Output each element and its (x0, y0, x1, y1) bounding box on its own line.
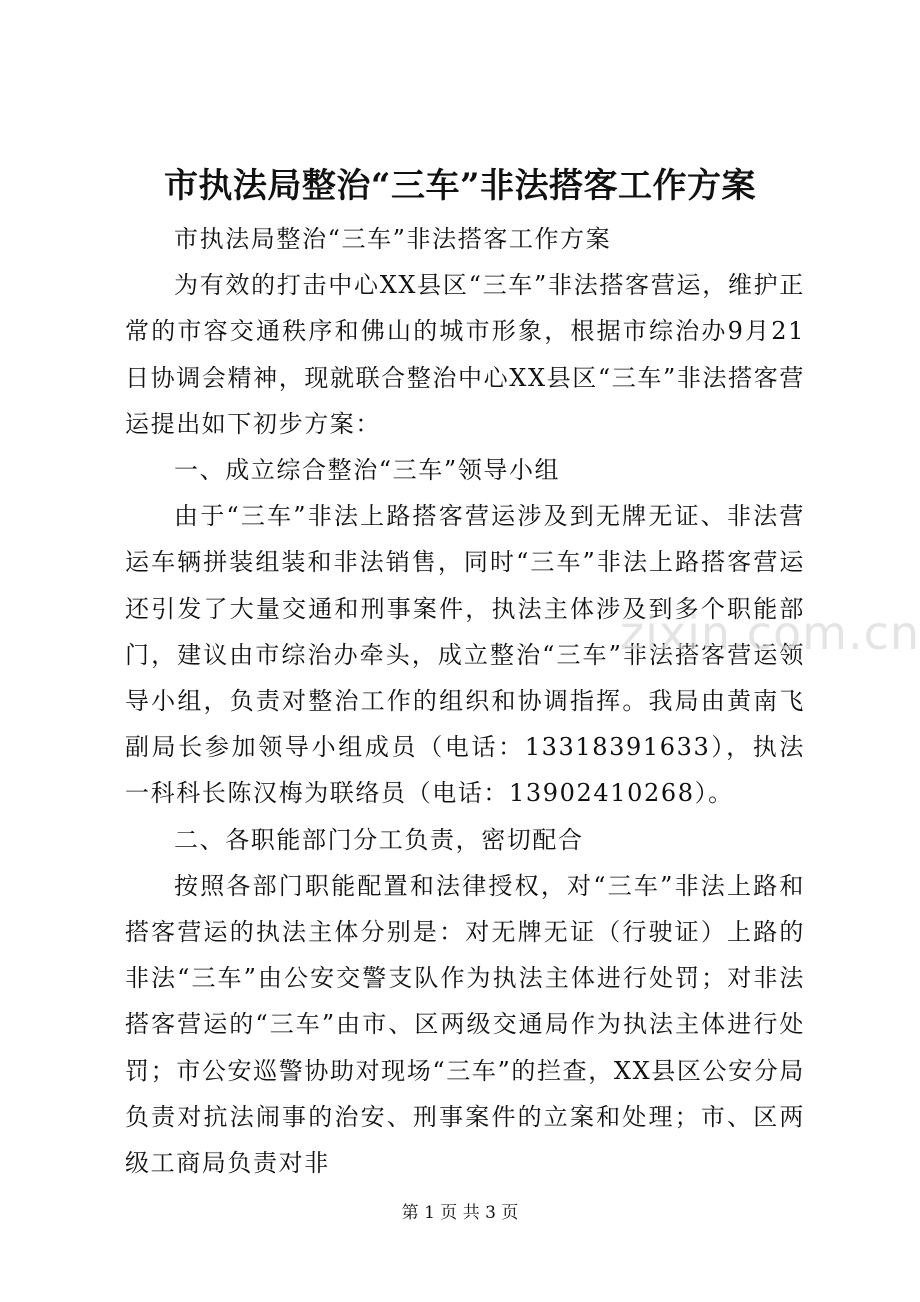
paragraph-subtitle: 市执法局整治“三车”非法搭客工作方案 (174, 225, 612, 253)
section-heading-2: 二、各职能部门分工负责，密切配合 (174, 825, 584, 854)
paragraph-section-2: 按照各部门职能配置和法律授权，对“三车”非法上路和搭客营运的执法主体分别是：对无牌无证（行驶证）上路的非法“三车”由公安交警支队作为执法主体进行处罚；对非法搭客营运的“三车”由市、区两级交通局作为执法主体进行处罚；市公安巡警协助对现场“三车”的拦查，XX县区公安分局负责对抗法闹事的治安、刑事案件的立案和处理；市、区两级工商局负责对非 (125, 871, 805, 1178)
document-title: 市执法局整治“三车”非法搭客工作方案 (163, 166, 757, 206)
section-heading-1: 一、成立综合整治“三车”领导小组 (174, 456, 561, 485)
paragraph-section-1: 由于“三车”非法上路搭客营运涉及到无牌无证、非法营运车辆拼装组装和非法销售，同时“三车”非法上路搭客营运还引发了大量交通和刑事案件，执法主体涉及到多个职能部门，建议由市综治办牵头，成立整治“三车”非法搭客营运领导小组，负责对整治工作的组织和协调指挥。我局由黄南飞副局长参加领导小组成员（电话：13318391633），执法一科科长陈汉梅为联络员（电话：13902410268）。 (125, 502, 805, 808)
page-footer: 第 1 页 共 3 页 (401, 1203, 519, 1223)
paragraph-intro: 为有效的打击中心XX县区“三车”非法搭客营运，维护正常的市容交通秩序和佛山的城市形象，根据市综治办9月21日协调会精神，现就联合整治中心XX县区“三车”非法搭客营运提出如下初步方案： (125, 271, 805, 438)
watermark: zixin.com.cn (620, 606, 920, 660)
document-body (125, 216, 805, 1186)
